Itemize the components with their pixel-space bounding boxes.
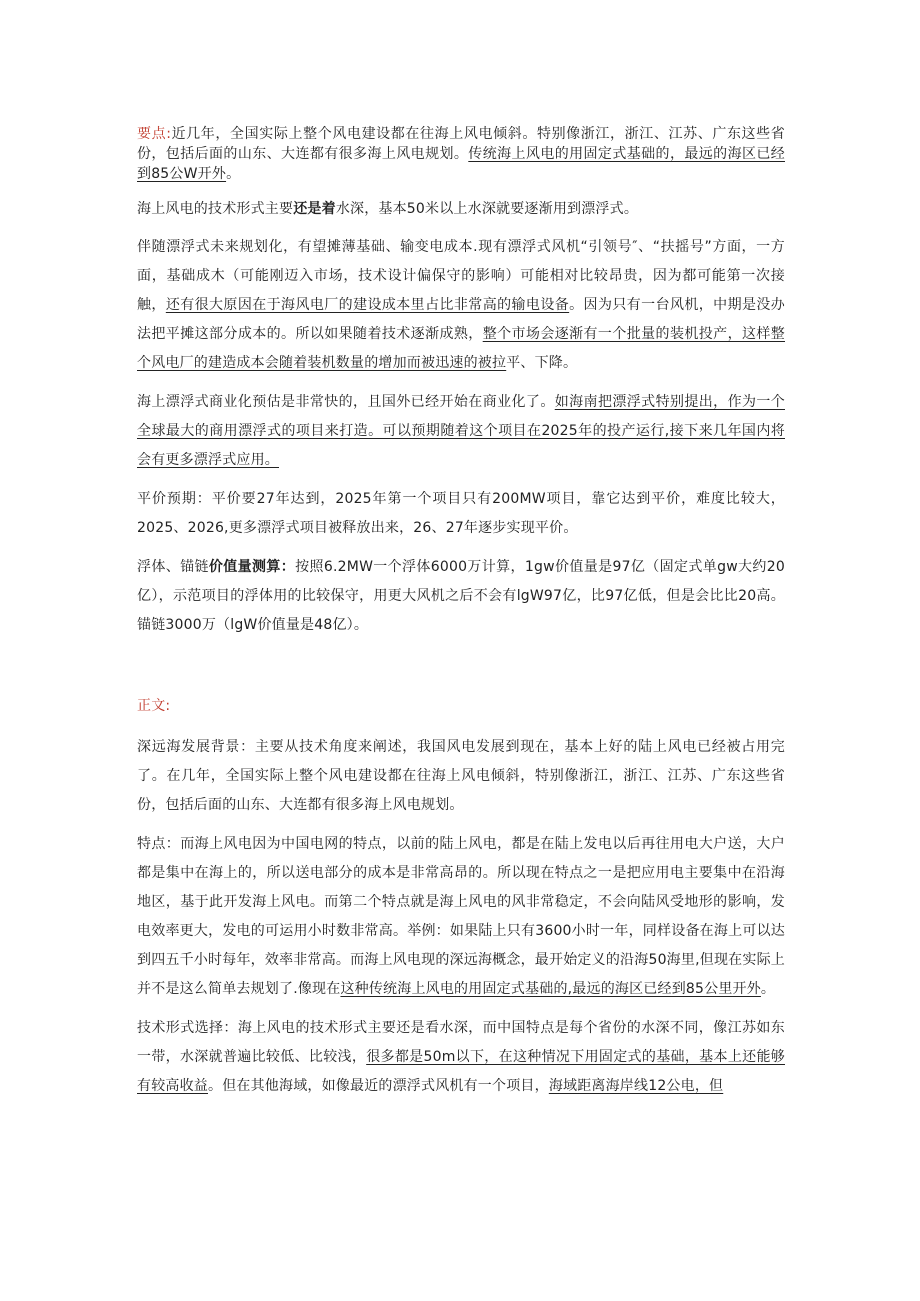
choice-underlined-1: 很多都是50m以下，在这种情况下用固定式的基础，基本上还能够有较高收益: [137, 1049, 785, 1094]
cost-mid: 。因为只有一台风机，中期是没办法把平摊这部分成本的。所以如果随着技术逐渐成熟，: [137, 297, 785, 342]
cost-paragraph: [137, 233, 785, 378]
cost-underlined-1: 还有很大原因在于海风电厂的建设成本里占比非常高的输电设备: [165, 297, 570, 313]
choice-underlined-2: 海域距离海岸线12公电，但: [548, 1078, 724, 1094]
document-page: [137, 124, 785, 1111]
commercial-underlined: 如海南把漂浮式特别提出，作为一个全球最大的商用漂浮式的项目来打造。可以预期随着这个项目在2025年的投产运行,接下来几年国内将会有更多漂浮式应用。: [137, 394, 785, 468]
section-gap: [137, 650, 785, 694]
choice-paragraph: [137, 1014, 785, 1101]
background-paragraph: 深远海发展背景：主要从技术角度来阐述，我国风电发展到现在，基本上好的陆上风电已经被占用完了。在几年，全国实际上整个风电建设都在往海上风电倾斜，特别像浙江，浙江、江苏、广东这些省份，包括后面的山东、大连都有很多海上风电规划。: [137, 739, 785, 813]
summary-label: 要点:: [137, 126, 172, 142]
features-pre: 特点：而海上风电因为中国电网的特点，以前的陆上风电，都是在陆上发电以后再往用电大户送，大户都是集中在海上的，所以送电部分的成本是非常高昂的。所以现在特点之一是把应用电主要集中在沿海地区，基于此开发海上风电。而第二个特点就是海上风电的风非常稳定，不会向陆风受地形的影响，发电效率更大，发电的可运用小时数非常高。举例：如果陆上只有3600小时一年，同样设备在海上可以达到四五千小时每年，效率非常高。而海上风电现的深远海概念，最开始定义的沿海50海里,但现在实际上并不是这么简单去规划了.像现在: [137, 836, 785, 997]
cost-end: 平、下降。: [506, 355, 578, 371]
tech-post: 水深，基本50米以上水深就要逐渐用到漂浮式。: [335, 201, 639, 217]
summary-underlined: 传统海上风电的用固定式基础的，最远的海区已经到85公W开外: [137, 146, 785, 182]
choice-pre: 技术形式选择：海上风电的技术形式主要还是看水深，而中国特点是每个省份的水深不同，像江苏如东一带，水深就普遍比较低、比较浅，: [137, 1020, 785, 1065]
summary-paragraph: [137, 124, 785, 184]
commercial-paragraph: [137, 388, 785, 475]
choice-mid: 。但在其他海域，如像最近的漂浮式风机有一个项目，: [208, 1078, 549, 1094]
commercial-pre: 海上漂浮式商业化预估是非常快的，且国外已经开始在商业化了。: [137, 394, 555, 410]
features-paragraph: [137, 830, 785, 1004]
cost-pre: 伴随漂浮式未来规划化，有望摊薄基础、输变电成本.现有漂浮式风机“引领号″、“扶摇号”方面，一方面，基础成木（可能刚迈入市场，技术设计偏保守的影响）可能相对比较昂贵，因为都可能第一次接触，: [137, 239, 785, 313]
value-paragraph: [137, 553, 785, 640]
tech-bold: 还是着: [293, 201, 336, 217]
parity-paragraph: 平价预期：平价要27年达到，2025年第一个项目只有200MW项目，靠它达到平价，难度比较大，2025、2026,更多漂浮式项目被释放出来，26、27年逐步实现平价。: [137, 491, 785, 536]
summary-text: 近几年，全国实际上整个风电建设都在往海上风电倾斜。特别像浙江，浙江、江苏、广东这些省份，包括后面的山东、大连都有很多海上风电规划。: [137, 126, 785, 162]
value-post: 按照6.2MW一个浮体6000万计算，1gw价值量是97亿（固定式单gw大约20亿），示范项目的浮体用的比较保守，用更大风机之后不会有lgW97亿，比97亿低，但是会比比20高。锚链3000万（lgW价值量是48亿）。: [137, 559, 786, 633]
features-end: 。: [760, 981, 776, 997]
cost-underlined-2: 整个市场会逐渐有一个批量的装机投产，这样整个风电厂的建造成本会随着装机数量的增加而被迅速的被拉: [137, 326, 785, 371]
tech-pre: 海上风电的技术形式主要: [137, 201, 294, 217]
value-pre: 浮体、锚链: [137, 559, 209, 575]
body-heading: 正文:: [137, 698, 171, 714]
tech-paragraph: [137, 197, 785, 222]
value-bold: 价值量测算：: [208, 559, 296, 575]
features-underlined: 这种传统海上风电的用固定式基础的,最远的海区已经到85公里开外: [340, 981, 761, 997]
summary-end: 。: [226, 166, 241, 182]
